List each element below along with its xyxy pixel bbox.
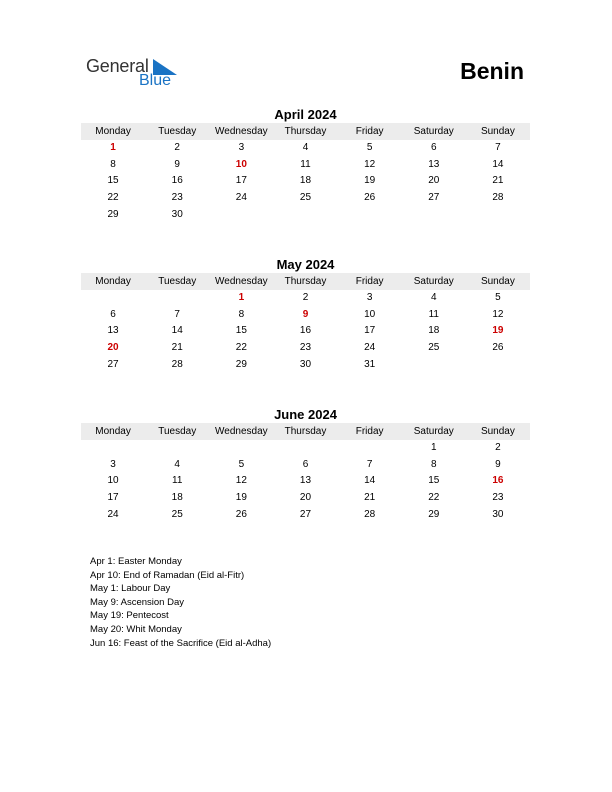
day-cell: 21 — [492, 175, 504, 187]
week-row — [81, 307, 530, 324]
holiday-note: May 1: Labour Day — [90, 583, 171, 595]
day-cell: 21 — [364, 492, 376, 504]
week-row — [81, 507, 530, 524]
weekday-label: Wednesday — [215, 276, 268, 287]
day-cell: 23 — [492, 492, 504, 504]
day-cell: 26 — [492, 342, 504, 354]
month-title: June 2024 — [274, 407, 337, 422]
day-cell: 18 — [428, 325, 440, 337]
weekday-label: Friday — [355, 276, 384, 287]
day-cell: 30 — [171, 208, 183, 220]
holiday-day-cell: 20 — [107, 342, 119, 354]
holiday-note: Apr 10: End of Ramadan (Eid al-Fitr) — [90, 569, 245, 581]
day-cell: 27 — [107, 358, 119, 370]
day-cell: 9 — [174, 158, 180, 170]
week-row — [81, 457, 530, 474]
empty-day-cell — [466, 357, 530, 374]
day-cell: 7 — [366, 458, 373, 470]
day-cell: 29 — [107, 208, 119, 220]
week-row — [81, 140, 530, 157]
day-cell: 4 — [430, 292, 437, 303]
day-cell: 16 — [171, 175, 183, 187]
day-cell: 11 — [428, 308, 439, 320]
day-cell: 11 — [300, 158, 311, 170]
week-row — [81, 490, 530, 507]
day-cell: 29 — [235, 358, 247, 370]
holiday-note: Jun 16: Feast of the Sacrifice (Eid al-Adha) — [90, 637, 272, 649]
weekday-label: Friday — [355, 126, 384, 137]
day-cell: 23 — [299, 342, 312, 354]
day-cell: 22 — [107, 192, 119, 204]
day-cell: 27 — [428, 192, 440, 204]
day-cell: 18 — [171, 492, 183, 504]
day-cell: 3 — [110, 458, 116, 470]
day-cell: 19 — [364, 175, 376, 187]
day-cell: 7 — [174, 308, 180, 320]
weekday-label: Wednesday — [215, 426, 268, 437]
empty-day-cell — [273, 440, 337, 457]
weekday-label: Thursday — [284, 276, 327, 287]
day-cell: 29 — [428, 508, 440, 520]
holiday-day-cell: 10 — [235, 158, 247, 170]
day-cell: 26 — [235, 508, 247, 520]
day-cell: 8 — [238, 308, 245, 320]
day-cell: 4 — [174, 458, 180, 470]
weekday-header — [81, 273, 530, 290]
day-cell: 25 — [299, 192, 312, 204]
holiday-day-cell: 1 — [110, 142, 116, 153]
weekday-label: Saturday — [413, 126, 454, 137]
week-row — [81, 340, 530, 357]
week-row — [81, 173, 530, 190]
day-cell: 15 — [235, 325, 247, 337]
day-cell: 6 — [110, 308, 116, 320]
empty-day-cell — [81, 440, 145, 457]
day-cell: 13 — [107, 325, 119, 337]
day-cell: 22 — [428, 492, 440, 504]
day-cell: 28 — [492, 192, 504, 204]
weekday-label: Monday — [95, 276, 131, 287]
week-row — [81, 290, 530, 307]
month-title: May 2024 — [276, 257, 335, 272]
holiday-day-cell: 1 — [238, 292, 245, 303]
weekday-label: Monday — [95, 126, 131, 137]
day-cell: 1 — [430, 442, 437, 453]
day-cell: 17 — [107, 492, 119, 504]
day-cell: 22 — [235, 342, 247, 354]
day-cell: 2 — [495, 442, 501, 453]
week-row — [81, 323, 530, 340]
day-cell: 14 — [171, 325, 183, 337]
empty-day-cell — [273, 207, 337, 224]
weekday-label: Thursday — [284, 426, 327, 437]
holiday-note: May 19: Pentecost — [90, 610, 169, 622]
day-cell: 24 — [107, 508, 119, 520]
day-cell: 28 — [364, 508, 376, 520]
empty-day-cell — [338, 440, 402, 457]
holiday-day-cell: 16 — [492, 475, 504, 487]
empty-day-cell — [402, 207, 466, 224]
month-june — [81, 406, 530, 523]
day-cell: 17 — [235, 175, 247, 187]
day-cell: 30 — [492, 508, 504, 520]
day-cell: 6 — [430, 142, 437, 153]
day-cell: 25 — [171, 508, 183, 520]
empty-day-cell — [145, 440, 209, 457]
logo-text-blue: Blue — [139, 72, 172, 89]
empty-day-cell — [209, 207, 273, 224]
weekday-label: Tuesday — [158, 426, 197, 437]
day-cell: 14 — [364, 475, 376, 487]
holiday-note: Apr 1: Easter Monday — [90, 556, 182, 567]
day-cell: 8 — [110, 158, 116, 170]
day-cell: 5 — [238, 458, 245, 470]
logo-text-general: General — [86, 56, 149, 76]
day-cell: 3 — [366, 292, 373, 303]
weekday-header — [81, 423, 530, 440]
day-cell: 8 — [430, 458, 437, 470]
month-title: April 2024 — [274, 107, 337, 122]
weekday-label: Friday — [355, 426, 384, 437]
weekday-label: Monday — [95, 426, 131, 437]
week-row — [81, 357, 530, 374]
week-row — [81, 473, 530, 490]
day-cell: 6 — [302, 458, 309, 470]
day-cell: 3 — [238, 142, 245, 153]
day-cell: 5 — [495, 292, 501, 303]
day-cell: 17 — [364, 325, 376, 337]
day-cell: 12 — [235, 475, 247, 487]
month-may — [81, 256, 530, 373]
weekday-header — [81, 123, 530, 140]
month-april — [81, 106, 530, 223]
day-cell: 12 — [492, 308, 504, 320]
day-cell: 31 — [364, 358, 376, 370]
day-cell: 15 — [107, 175, 119, 187]
day-cell: 26 — [364, 192, 376, 204]
empty-day-cell — [466, 207, 530, 224]
day-cell: 25 — [428, 342, 440, 354]
day-cell: 23 — [171, 192, 183, 204]
day-cell: 4 — [302, 142, 309, 153]
day-cell: 27 — [299, 508, 312, 520]
day-cell: 7 — [495, 142, 501, 153]
day-cell: 10 — [364, 308, 376, 320]
holiday-note: May 9: Ascension Day — [90, 596, 184, 608]
week-row — [81, 440, 530, 457]
day-cell: 9 — [495, 458, 501, 470]
weekday-label: Wednesday — [215, 126, 268, 137]
weekday-label: Saturday — [413, 276, 454, 287]
day-cell: 2 — [302, 292, 309, 303]
day-cell: 16 — [299, 325, 312, 337]
day-cell: 21 — [171, 342, 183, 354]
day-cell: 13 — [299, 475, 312, 487]
day-cell: 24 — [364, 342, 376, 354]
holiday-notes — [90, 555, 271, 650]
day-cell: 28 — [171, 358, 183, 370]
week-row — [81, 157, 530, 174]
weekday-label: Sunday — [480, 126, 515, 137]
day-cell: 13 — [428, 158, 440, 170]
empty-day-cell — [145, 290, 209, 307]
day-cell: 20 — [299, 492, 312, 504]
day-cell: 14 — [492, 158, 504, 170]
day-cell: 18 — [299, 175, 312, 187]
weekday-label: Tuesday — [158, 126, 197, 137]
day-cell: 24 — [235, 192, 247, 204]
week-row — [81, 190, 530, 207]
day-cell: 30 — [299, 358, 312, 370]
empty-day-cell — [81, 290, 145, 307]
day-cell: 2 — [174, 142, 180, 153]
holiday-day-cell: 19 — [492, 325, 504, 337]
empty-day-cell — [402, 357, 466, 374]
holiday-day-cell: 9 — [302, 308, 309, 320]
day-cell: 19 — [235, 492, 247, 504]
weekday-label: Tuesday — [158, 276, 197, 287]
generalblue-logo — [86, 56, 186, 92]
weekday-label: Sunday — [480, 276, 515, 287]
holiday-note: May 20: Whit Monday — [90, 623, 182, 635]
weekday-label: Sunday — [480, 426, 515, 437]
empty-day-cell — [338, 207, 402, 224]
day-cell: 5 — [366, 142, 373, 153]
day-cell: 10 — [107, 475, 119, 487]
day-cell: 12 — [364, 158, 376, 170]
day-cell: 15 — [428, 475, 440, 487]
week-row — [81, 207, 530, 224]
weekday-label: Saturday — [413, 426, 454, 437]
day-cell: 20 — [428, 175, 440, 187]
weekday-label: Thursday — [284, 126, 327, 137]
country-title: Benin — [460, 58, 524, 84]
day-cell: 11 — [172, 475, 183, 487]
empty-day-cell — [209, 440, 273, 457]
